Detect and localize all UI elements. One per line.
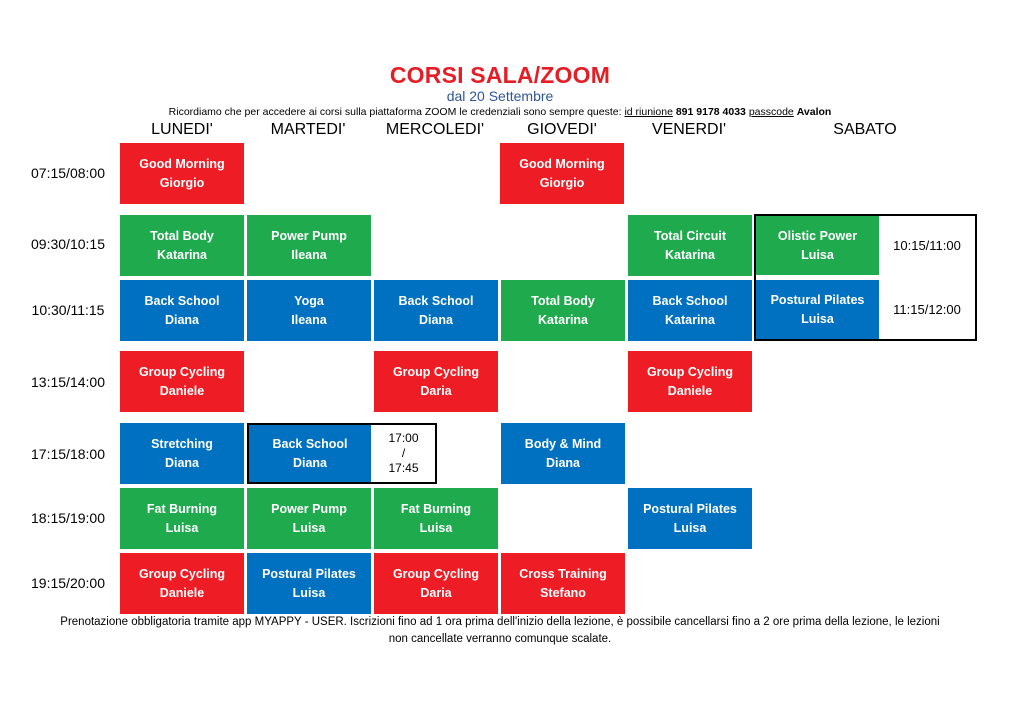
- course-cell: [628, 280, 752, 341]
- course-teacher: Katarina: [664, 247, 716, 262]
- course-cell: [247, 215, 371, 276]
- course-cell: [120, 488, 244, 549]
- course-name: Fat Burning: [146, 501, 218, 516]
- page-subtitle: dal 20 Settembre: [446, 88, 554, 104]
- course-teacher: Ileana: [291, 312, 327, 327]
- course-name: Good Morning: [139, 156, 225, 171]
- course-teacher: Luisa: [292, 585, 326, 600]
- saturday-time-2: 11:15/12:00: [893, 302, 961, 317]
- booking-notice: [20, 614, 980, 648]
- course-teacher: Diana: [164, 455, 200, 470]
- course-teacher: Daria: [420, 585, 452, 600]
- course-name: Postural Pilates: [770, 292, 865, 307]
- course-cell: [120, 280, 244, 341]
- course-name: Group Cycling: [138, 364, 226, 379]
- course-name: Good Morning: [519, 156, 605, 171]
- time-label-1030: 10:30/11:15: [31, 302, 105, 318]
- day-header-friday: VENERDI': [651, 121, 727, 138]
- course-cell: [374, 351, 498, 412]
- course-teacher: Luisa: [801, 247, 834, 262]
- time-label-1715: 17:15/18:00: [31, 446, 105, 462]
- course-name: Body & Mind: [524, 436, 602, 451]
- time-label-0930: 09:30/10:15: [31, 236, 105, 252]
- course-name: Cross Training: [519, 566, 607, 581]
- course-cell: [247, 280, 371, 341]
- day-header-tuesday: MARTEDI': [270, 121, 346, 138]
- day-header-monday: LUNEDI': [151, 121, 213, 138]
- course-cell: [374, 488, 498, 549]
- notice-text: Ricordiamo che per accedere ai corsi sulla piattaforma ZOOM le credenziali sono sempre queste:: [168, 106, 625, 118]
- course-name: Power Pump: [271, 501, 347, 516]
- passcode-value: Avalon: [796, 106, 832, 118]
- course-name: Back School: [144, 293, 220, 308]
- id-label: id riunione: [624, 106, 673, 118]
- course-teacher: Ileana: [291, 247, 327, 262]
- course-name: Power Pump: [271, 228, 347, 243]
- course-name: Olistic Power: [777, 228, 858, 243]
- course-teacher: Diana: [164, 312, 200, 327]
- course-cell: [374, 553, 498, 614]
- course-name: Total Circuit: [654, 228, 726, 243]
- course-name: Total Body: [150, 228, 214, 243]
- time-label-1815: 18:15/19:00: [31, 510, 105, 526]
- course-teacher: Luisa: [165, 520, 199, 535]
- time-end: 17:45: [388, 461, 419, 475]
- id-value: 891 9178 4033: [675, 106, 746, 118]
- course-cell: [247, 488, 371, 549]
- course-cell: [247, 553, 371, 614]
- course-teacher: Diana: [545, 455, 581, 470]
- course-cell: [628, 351, 752, 412]
- saturday-time-1: 10:15/11:00: [893, 238, 961, 253]
- course-cell: [501, 553, 625, 614]
- day-header-saturday: SABATO: [833, 121, 897, 138]
- course-teacher: Katarina: [664, 312, 716, 327]
- course-cell: [501, 280, 625, 341]
- course-name: Group Cycling: [392, 364, 480, 379]
- course-teacher: Katarina: [156, 247, 208, 262]
- course-name: Fat Burning: [400, 501, 472, 516]
- course-teacher: Diana: [418, 312, 454, 327]
- time-separator: /: [401, 446, 406, 460]
- day-header-thursday: GIOVEDI': [527, 121, 597, 138]
- booking-notice-line-1: Prenotazione obbligatoria tramite app MYAPPY - USER. Iscrizioni fino ad 1 ora prima dell'inizio della lezione, è possibile cancellarsi fino a 2 ore prima della lezione, le lezioni: [60, 616, 940, 628]
- course-teacher: Stefano: [540, 585, 586, 600]
- course-name: Postural Pilates: [643, 501, 737, 516]
- course-teacher: Luisa: [801, 311, 834, 326]
- course-cell: [628, 488, 752, 549]
- saturday-frame: [754, 214, 977, 341]
- course-name: Group Cycling: [392, 566, 480, 581]
- time-label-1315: 13:15/14:00: [31, 374, 105, 390]
- course-teacher: Daria: [420, 383, 452, 398]
- time-label-0715: 07:15/08:00: [31, 165, 105, 181]
- course-cell: [120, 423, 244, 484]
- course-teacher: Katarina: [537, 312, 589, 327]
- course-name: Postural Pilates: [262, 566, 356, 581]
- course-name: Yoga: [294, 293, 324, 308]
- course-cell: [500, 143, 624, 204]
- course-cell: [120, 215, 244, 276]
- course-cell: [120, 143, 244, 204]
- zoom-credentials-notice: [0, 106, 1000, 118]
- course-name: Back School: [652, 293, 728, 308]
- time-label-1915: 19:15/20:00: [31, 575, 105, 591]
- tuesday-frame: [247, 423, 437, 484]
- course-name: Back School: [272, 436, 348, 451]
- course-teacher: Luisa: [419, 520, 453, 535]
- course-cell: [501, 423, 625, 484]
- course-cell: [120, 351, 244, 412]
- course-teacher: Giorgio: [159, 175, 205, 190]
- course-name: Stretching: [151, 436, 213, 451]
- passcode-label: passcode: [748, 106, 794, 118]
- day-header-wednesday: MERCOLEDI': [385, 121, 485, 138]
- course-name: Group Cycling: [646, 364, 734, 379]
- course-teacher: Daniele: [159, 585, 205, 600]
- course-name: Back School: [398, 293, 474, 308]
- course-teacher: Luisa: [292, 520, 326, 535]
- page-title: CORSI SALA/ZOOM: [389, 62, 611, 88]
- course-cell: [374, 280, 498, 341]
- course-teacher: Daniele: [667, 383, 713, 398]
- booking-notice-line-2: non cancellate verranno comunque scalate.: [388, 633, 612, 645]
- course-teacher: Luisa: [673, 520, 707, 535]
- course-name: Group Cycling: [138, 566, 226, 581]
- course-teacher: Giorgio: [539, 175, 585, 190]
- course-name: Total Body: [531, 293, 595, 308]
- course-cell: [628, 215, 752, 276]
- course-cell: [120, 553, 244, 614]
- time-start: 17:00: [388, 431, 419, 445]
- course-teacher: Daniele: [159, 383, 205, 398]
- course-teacher: Diana: [292, 455, 328, 470]
